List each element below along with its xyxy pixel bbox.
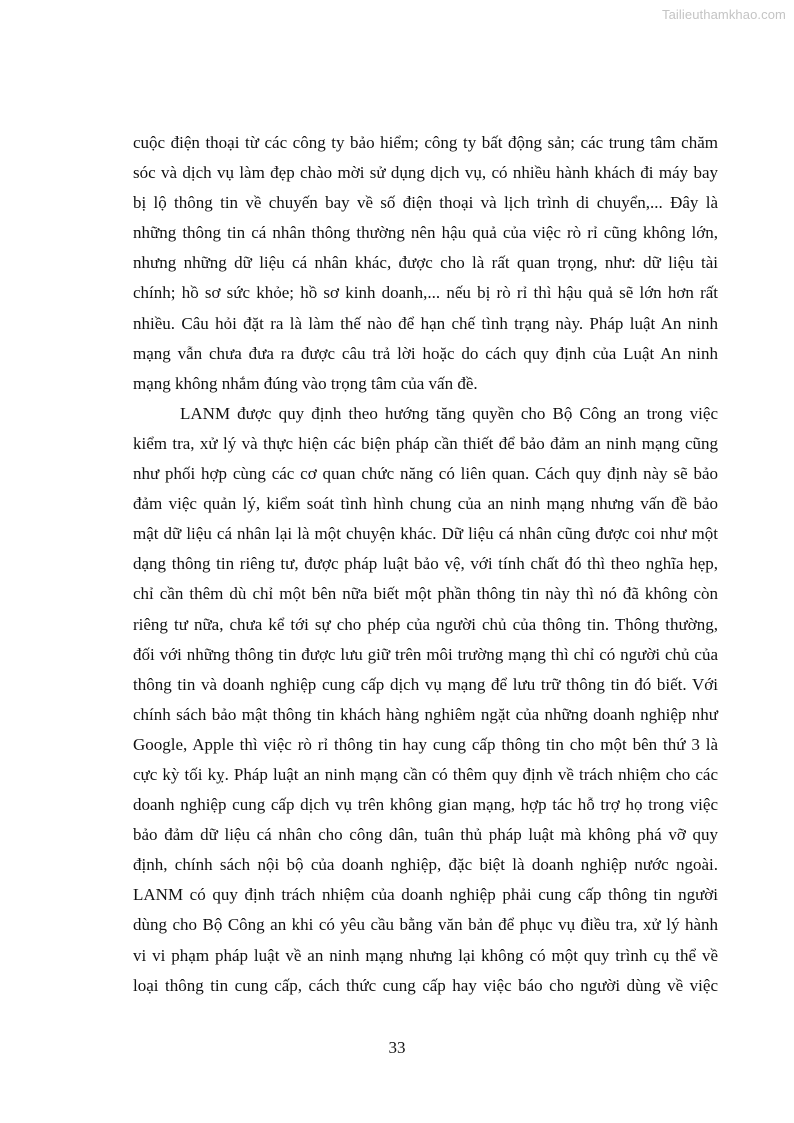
text-line: loại thông tin cung cấp, cách thức cung cấp hay việc báo cho người dùng về việc [133, 975, 718, 995]
page-number: 33 [388, 1038, 406, 1057]
text-line: cuộc điện thoại từ các công ty bảo hiểm; công ty bất động sản; các trung tâm chăm [133, 133, 718, 152]
text-line: LANM được quy định theo hướng tăng quyền cho Bộ Công an trong việc [180, 403, 718, 423]
text-line: thông tin và doanh nghiệp cung cấp dịch vụ mạng để lưu trữ thông tin đó biết. Với [133, 674, 718, 694]
text-line: vi vi phạm pháp luật về an ninh mạng nhưng lại không có một quy trình cụ thể về [133, 945, 718, 965]
text-line: dạng thông tin riêng tư, được pháp luật bảo vệ, với tính chất đó thì theo nghĩa hẹp, [133, 554, 718, 574]
paragraph-1 [133, 128, 718, 399]
text-line: chính sách bảo mật thông tin khách hàng nghiêm ngặt của những doanh nghiệp như [133, 704, 718, 724]
text-line: những thông tin cá nhân thông thường nên hậu quả của việc rò rỉ cũng không lớn, [133, 223, 718, 243]
watermark: Tailieuthamkhao.com [661, 7, 786, 22]
text-line: bảo đảm dữ liệu cá nhân cho công dân, tuân thủ pháp luật mà không phá vỡ quy [133, 825, 718, 845]
text-line: chính; hồ sơ sức khỏe; hồ sơ kinh doanh,... nếu bị rò rỉ thì hậu quả sẽ lớn hơn rất [133, 283, 718, 303]
text-line: chỉ cần thêm dù chỉ một bên nữa biết một phần thông tin này thì nó đã không còn [133, 584, 718, 604]
text-line: sóc và dịch vụ làm đẹp chào mời sử dụng dịch vụ, có nhiều hành khách đi máy bay [133, 163, 718, 183]
text-line: riêng tư nữa, chưa kể tới sự cho phép của người chủ của thông tin. Thông thường, [133, 614, 718, 634]
text-line: mạng vẫn chưa đưa ra được câu trả lời hoặc do cách quy định của Luật An ninh [133, 343, 718, 363]
text-line: LANM có quy định trách nhiệm của doanh nghiệp phải cung cấp thông tin người [133, 885, 718, 905]
text-line: định, chính sách nội bộ của doanh nghiệp, đặc biệt là doanh nghiệp nước ngoài. [133, 855, 718, 875]
text-line: mật dữ liệu cá nhân lại là một chuyện khác. Dữ liệu cá nhân cũng được coi như một [133, 524, 718, 544]
paragraph-2 [133, 399, 718, 1001]
text-line: cực kỳ tối kỵ. Pháp luật an ninh mạng cần có thêm quy định về trách nhiệm cho các [133, 764, 718, 784]
text-line: bị lộ thông tin về chuyến bay về số điện thoại và lịch trình di chuyển,... Đây là [133, 193, 718, 213]
text-line: đối với những thông tin được lưu giữ trên môi trường mạng thì chỉ có người chủ của [133, 644, 718, 664]
text-line: nhưng những dữ liệu cá nhân khác, được cho là rất quan trọng, như: dữ liệu tài [133, 253, 718, 273]
document-body [133, 128, 718, 1001]
text-line: doanh nghiệp cung cấp dịch vụ trên không gian mạng, hợp tác hỗ trợ họ trong việc [133, 795, 718, 815]
text-line: như phối hợp cùng các cơ quan chức năng có liên quan. Cách quy định này sẽ bảo [133, 464, 718, 484]
text-line: mạng không nhắm đúng vào trọng tâm của vấn đề. [133, 373, 478, 393]
text-line: nhiều. Câu hỏi đặt ra là làm thế nào để hạn chế tình trạng này. Pháp luật An ninh [133, 313, 718, 333]
text-line: Google, Apple thì việc rò rỉ thông tin hay cung cấp thông tin cho một bên thứ 3 là [133, 734, 718, 754]
text-line: đảm việc quản lý, kiểm soát tình hình chung của an ninh mạng nhưng vấn đề bảo [133, 494, 718, 514]
text-line: dùng cho Bộ Công an khi có yêu cầu bằng văn bản để phục vụ điều tra, xử lý hành [133, 915, 718, 935]
text-line: kiểm tra, xử lý và thực hiện các biện pháp cần thiết để bảo đảm an ninh mạng cũng [133, 433, 718, 453]
